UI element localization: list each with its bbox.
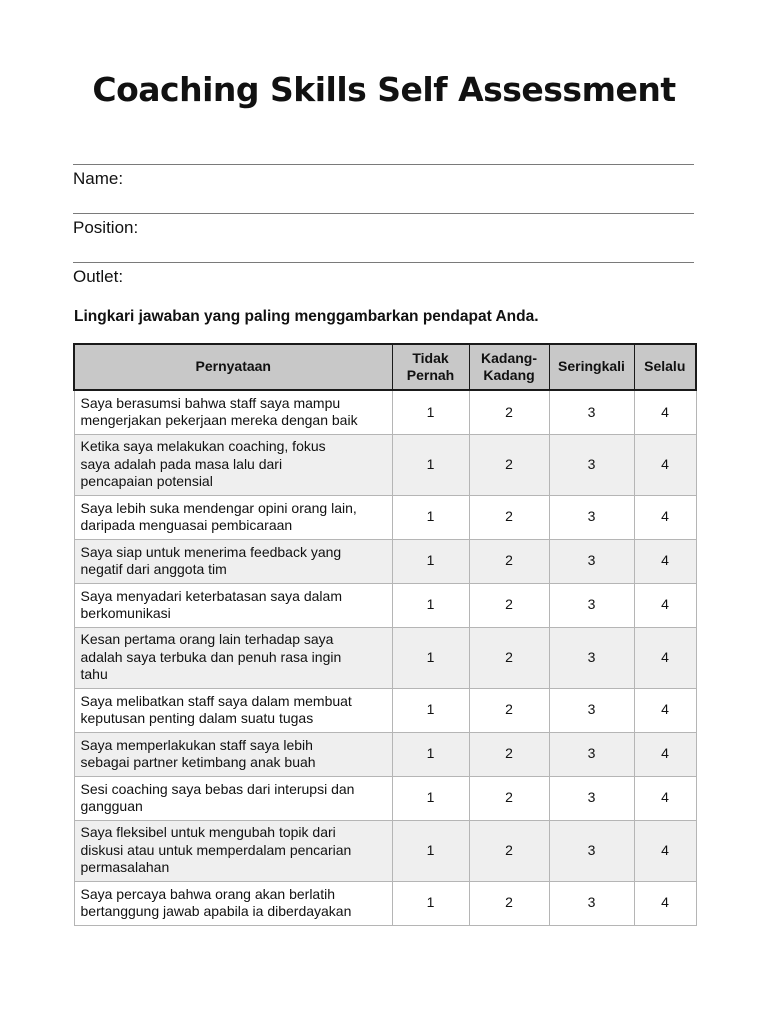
rating-sometimes-option[interactable]: 2 (469, 776, 549, 820)
rating-always-option[interactable]: 4 (634, 732, 696, 776)
statement-line: Saya memperlakukan staff saya lebih (80, 736, 313, 753)
statement-line: Saya berasumsi bahwa staff saya mampu (80, 394, 341, 411)
rating-sometimes-option[interactable]: 2 (469, 539, 549, 583)
statement-line: Saya melibatkan staff saya dalam membuat (80, 692, 352, 709)
statement-line: bertanggung jawab apabila ia diberdayakan (80, 903, 352, 919)
header-sometimes-line1: Kadang- (481, 349, 537, 366)
statement-line: daripada menguasai pembicaraan (80, 517, 293, 533)
rating-often-option[interactable]: 3 (549, 881, 634, 925)
rating-often-option[interactable]: 3 (549, 688, 634, 732)
header-always: Selalu (634, 344, 696, 390)
rating-always-option[interactable]: 4 (634, 583, 696, 627)
statement-line: saya adalah pada masa lalu dari (80, 455, 283, 472)
rating-never-option[interactable]: 1 (392, 495, 469, 539)
header-statement: Pernyataan (74, 344, 392, 390)
table-row (74, 495, 696, 539)
rating-always-option[interactable]: 4 (634, 390, 696, 434)
statement-cell (74, 627, 392, 688)
statement-line: gangguan (80, 798, 143, 814)
rating-never-option[interactable]: 1 (392, 390, 469, 434)
statement-cell (74, 820, 392, 881)
position-label: Position: (73, 218, 139, 237)
table-row (74, 583, 696, 627)
rating-often-option[interactable]: 3 (549, 820, 634, 881)
header-sometimes-line2: Kadang (483, 367, 535, 383)
table-header-row (74, 344, 696, 390)
header-never (392, 344, 469, 390)
rating-sometimes-option[interactable]: 2 (469, 688, 549, 732)
rating-often-option[interactable]: 3 (549, 732, 634, 776)
rating-always-option[interactable]: 4 (634, 495, 696, 539)
rating-often-option[interactable]: 3 (549, 495, 634, 539)
rating-often-option[interactable]: 3 (549, 627, 634, 688)
table-row (74, 539, 696, 583)
page-title: Coaching Skills Self Assessment (92, 70, 676, 109)
rating-always-option[interactable]: 4 (634, 776, 696, 820)
instruction-text: Lingkari jawaban yang paling menggambarkan pendapat Anda. (74, 308, 539, 325)
rating-never-option[interactable]: 1 (392, 583, 469, 627)
table-row (74, 776, 696, 820)
table-row (74, 820, 696, 881)
table-row (74, 390, 696, 434)
statement-cell (74, 776, 392, 820)
rating-never-option[interactable]: 1 (392, 688, 469, 732)
rating-never-option[interactable]: 1 (392, 820, 469, 881)
rating-always-option[interactable]: 4 (634, 881, 696, 925)
statement-line: Saya percaya bahwa orang akan berlatih (80, 885, 336, 902)
statement-line: berkomunikasi (80, 605, 171, 621)
rating-always-option[interactable]: 4 (634, 539, 696, 583)
header-never-line2: Pernah (406, 367, 455, 383)
statement-cell (74, 881, 392, 925)
statement-line: Saya siap untuk menerima feedback yang (80, 543, 342, 560)
rating-sometimes-option[interactable]: 2 (469, 390, 549, 434)
statement-line: Saya lebih suka mendengar opini orang lain, (80, 499, 357, 516)
statement-cell (74, 539, 392, 583)
rating-never-option[interactable]: 1 (392, 539, 469, 583)
name-label: Name: (73, 169, 124, 188)
rating-always-option[interactable]: 4 (634, 627, 696, 688)
outlet-field[interactable] (73, 262, 694, 311)
statement-line: mengerjakan pekerjaan mereka dengan baik (80, 412, 358, 429)
statement-line: Saya menyadari keterbatasan saya dalam (80, 587, 342, 604)
outlet-label: Outlet: (73, 267, 124, 286)
statement-cell (74, 583, 392, 627)
statement-cell (74, 434, 392, 495)
position-field[interactable] (73, 213, 694, 262)
rating-sometimes-option[interactable]: 2 (469, 627, 549, 688)
rating-never-option[interactable]: 1 (392, 732, 469, 776)
rating-sometimes-option[interactable]: 2 (469, 820, 549, 881)
statement-line: negatif dari anggota tim (80, 561, 227, 577)
statement-cell (74, 732, 392, 776)
rating-sometimes-option[interactable]: 2 (469, 434, 549, 495)
statement-line: diskusi atau untuk memperdalam pencarian (80, 841, 352, 858)
table-row (74, 688, 696, 732)
table-row (74, 627, 696, 688)
rating-never-option[interactable]: 1 (392, 776, 469, 820)
statement-line: adalah saya terbuka dan penuh rasa ingin (80, 648, 342, 665)
statement-line: permasalahan (80, 859, 170, 876)
rating-always-option[interactable]: 4 (634, 688, 696, 732)
rating-often-option[interactable]: 3 (549, 539, 634, 583)
rating-always-option[interactable]: 4 (634, 434, 696, 495)
statement-line: keputusan penting dalam suatu tugas (80, 710, 314, 726)
rating-often-option[interactable]: 3 (549, 776, 634, 820)
rating-sometimes-option[interactable]: 2 (469, 881, 549, 925)
statement-line: Kesan pertama orang lain terhadap saya (80, 631, 334, 648)
statement-line: Ketika saya melakukan coaching, fokus (80, 438, 326, 455)
statement-line: sebagai partner ketimbang anak buah (80, 754, 316, 770)
rating-never-option[interactable]: 1 (392, 434, 469, 495)
name-field[interactable] (73, 164, 694, 213)
table-row (74, 434, 696, 495)
statement-cell (74, 495, 392, 539)
header-often: Seringkali (549, 344, 634, 390)
statement-line: tahu (80, 666, 108, 683)
rating-always-option[interactable]: 4 (634, 820, 696, 881)
table-row (74, 881, 696, 925)
rating-never-option[interactable]: 1 (392, 627, 469, 688)
statement-cell (74, 688, 392, 732)
assessment-table (73, 343, 697, 926)
statement-line: Saya fleksibel untuk mengubah topik dari (80, 824, 336, 841)
rating-often-option[interactable]: 3 (549, 390, 634, 434)
rating-sometimes-option[interactable]: 2 (469, 583, 549, 627)
header-never-line1: Tidak (412, 349, 449, 366)
table-row (74, 732, 696, 776)
header-sometimes (469, 344, 549, 390)
rating-often-option[interactable]: 3 (549, 583, 634, 627)
rating-never-option[interactable]: 1 (392, 881, 469, 925)
rating-often-option[interactable]: 3 (549, 434, 634, 495)
statement-cell (74, 390, 392, 434)
statement-line: pencapaian potensial (80, 473, 213, 490)
rating-sometimes-option[interactable]: 2 (469, 732, 549, 776)
rating-sometimes-option[interactable]: 2 (469, 495, 549, 539)
statement-line: Sesi coaching saya bebas dari interupsi dan (80, 780, 355, 797)
